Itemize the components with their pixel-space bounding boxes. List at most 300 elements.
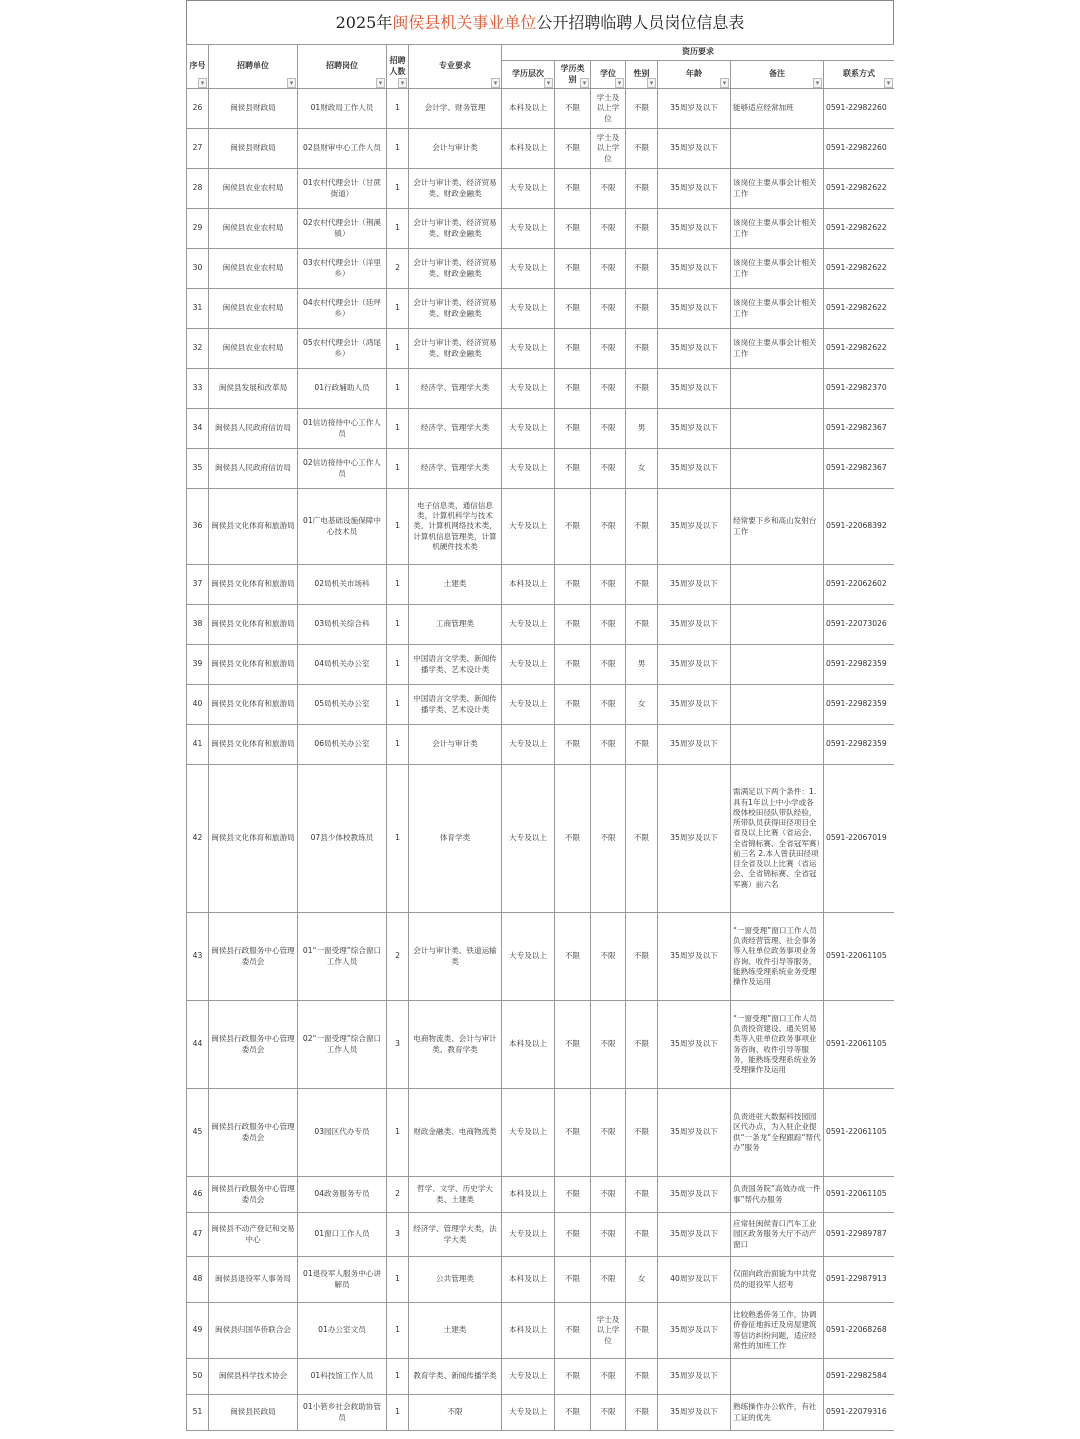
cell-seq: 40	[187, 685, 209, 725]
cell-contact: 0591-22982622	[824, 329, 895, 369]
cell-note: 能够适应经常加班	[731, 89, 824, 129]
cell-num: 1	[387, 685, 409, 725]
table-body	[187, 89, 895, 1431]
cell-num: 3	[387, 1213, 409, 1257]
cell-edu-type: 不限	[555, 725, 591, 765]
cell-edu-type: 不限	[555, 913, 591, 1001]
cell-edu-type: 不限	[555, 369, 591, 409]
cell-contact: 0591-22982359	[824, 685, 895, 725]
cell-note	[731, 1359, 824, 1395]
cell-age: 35周岁及以下	[658, 209, 731, 249]
cell-gender: 不限	[626, 1303, 658, 1359]
table-row	[187, 1177, 895, 1213]
cell-degree: 不限	[591, 1177, 626, 1213]
cell-contact: 0591-22061105	[824, 1001, 895, 1089]
cell-edu: 大专及以上	[502, 169, 555, 209]
header-gender[interactable]: 性别 ▾	[626, 61, 658, 89]
cell-post: 01财政局工作人员	[298, 89, 387, 129]
cell-edu-type: 不限	[555, 565, 591, 605]
header-post[interactable]: 招聘岗位 ▾	[298, 45, 387, 89]
table-row	[187, 1089, 895, 1177]
cell-age: 35周岁及以下	[658, 129, 731, 169]
table-row	[187, 645, 895, 685]
cell-num: 2	[387, 1177, 409, 1213]
cell-contact: 0591-22989787	[824, 1213, 895, 1257]
title-suffix: 公开招聘临聘人员岗位信息表	[536, 13, 745, 32]
cell-age: 35周岁及以下	[658, 489, 731, 565]
cell-unit: 闽侯县文化体育和旅游局	[209, 565, 298, 605]
page-title	[186, 0, 894, 44]
cell-degree: 不限	[591, 209, 626, 249]
cell-edu: 大专及以上	[502, 605, 555, 645]
cell-note	[731, 565, 824, 605]
cell-num: 1	[387, 725, 409, 765]
cell-seq: 35	[187, 449, 209, 489]
cell-contact: 0591-22061105	[824, 1177, 895, 1213]
cell-edu-type: 不限	[555, 1395, 591, 1431]
cell-contact: 0591-22982260	[824, 89, 895, 129]
cell-major: 电子信息类，通信信息类，计算机科学与技术类，计算机网络技术类，计算机信息管理类，计算机硬件技术类	[409, 489, 502, 565]
job-info-sheet	[186, 0, 894, 1439]
table-row	[187, 913, 895, 1001]
cell-note: 熟练操作办公软件，有社工证的优先	[731, 1395, 824, 1431]
cell-edu-type: 不限	[555, 89, 591, 129]
cell-degree: 不限	[591, 249, 626, 289]
cell-edu: 本科及以上	[502, 1257, 555, 1303]
cell-num: 2	[387, 913, 409, 1001]
cell-seq: 27	[187, 129, 209, 169]
cell-age: 35周岁及以下	[658, 685, 731, 725]
cell-edu: 大专及以上	[502, 645, 555, 685]
cell-degree: 学士及以上学位	[591, 1303, 626, 1359]
cell-seq: 28	[187, 169, 209, 209]
cell-note	[731, 369, 824, 409]
cell-post: 01信访接待中心工作人员	[298, 409, 387, 449]
cell-gender: 不限	[626, 605, 658, 645]
cell-gender: 不限	[626, 209, 658, 249]
cell-gender: 不限	[626, 249, 658, 289]
cell-major: 体育学类	[409, 765, 502, 913]
table-row	[187, 169, 895, 209]
cell-contact: 0591-22079316	[824, 1395, 895, 1431]
cell-age: 35周岁及以下	[658, 289, 731, 329]
cell-note: 比较熟悉侨务工作，协调侨眷征地拆迁及房屋建筑等信访纠纷问题，适应经常性的加班工作	[731, 1303, 824, 1359]
cell-note: “一窗受理”窗口工作人员负责经营管理、社会事务等入驻单位政务事项业务咨询、收件引导等服务，能熟练受理系统业务受理操作及运用	[731, 913, 824, 1001]
cell-major: 会计与审计类、经济贸易类、财政金融类	[409, 249, 502, 289]
cell-note	[731, 129, 824, 169]
cell-major: 土建类	[409, 565, 502, 605]
cell-seq: 46	[187, 1177, 209, 1213]
cell-note	[731, 605, 824, 645]
cell-post: 01科技馆工作人员	[298, 1359, 387, 1395]
cell-unit: 闽侯县农业农村局	[209, 289, 298, 329]
header-degree[interactable]: 学位 ▾	[591, 61, 626, 89]
cell-gender: 不限	[626, 1177, 658, 1213]
cell-post: 04局机关办公室	[298, 645, 387, 685]
cell-unit: 闽侯县财政局	[209, 89, 298, 129]
cell-num: 1	[387, 89, 409, 129]
cell-contact: 0591-22073026	[824, 605, 895, 645]
cell-edu-type: 不限	[555, 765, 591, 913]
cell-edu: 大专及以上	[502, 329, 555, 369]
cell-post: 01广电基础设施保障中心技术员	[298, 489, 387, 565]
cell-gender: 不限	[626, 913, 658, 1001]
cell-post: 04政务服务专员	[298, 1177, 387, 1213]
cell-unit: 闽侯县文化体育和旅游局	[209, 765, 298, 913]
cell-unit: 闽侯县行政服务中心管理委员会	[209, 913, 298, 1001]
cell-contact: 0591-22982622	[824, 169, 895, 209]
title-year: 2025年	[335, 13, 393, 32]
cell-degree: 不限	[591, 685, 626, 725]
cell-gender: 不限	[626, 565, 658, 605]
cell-edu-type: 不限	[555, 1257, 591, 1303]
cell-contact: 0591-22067019	[824, 765, 895, 913]
cell-unit: 闽侯县科学技术协会	[209, 1359, 298, 1395]
cell-gender: 男	[626, 409, 658, 449]
title-highlight: 闽侯县机关事业单位	[392, 13, 537, 32]
cell-unit: 闽侯县人民政府信访局	[209, 449, 298, 489]
cell-edu: 本科及以上	[502, 1001, 555, 1089]
cell-age: 35周岁及以下	[658, 1177, 731, 1213]
cell-edu: 大专及以上	[502, 1395, 555, 1431]
header-edu-type[interactable]: 学历类别 ▾	[555, 61, 591, 89]
cell-seq: 26	[187, 89, 209, 129]
cell-seq: 41	[187, 725, 209, 765]
cell-post: 02“一窗受理”综合窗口工作人员	[298, 1001, 387, 1089]
cell-edu: 大专及以上	[502, 725, 555, 765]
cell-major: 经济学、管理学大类，法学大类	[409, 1213, 502, 1257]
cell-edu: 大专及以上	[502, 913, 555, 1001]
cell-post: 05农村代理会计（鸿尾乡）	[298, 329, 387, 369]
cell-num: 1	[387, 369, 409, 409]
table-row	[187, 489, 895, 565]
cell-edu-type: 不限	[555, 449, 591, 489]
cell-degree: 不限	[591, 605, 626, 645]
table-row	[187, 1001, 895, 1089]
cell-post: 01退役军人服务中心讲解员	[298, 1257, 387, 1303]
cell-degree: 学士及以上学位	[591, 89, 626, 129]
cell-unit: 闽侯县文化体育和旅游局	[209, 605, 298, 645]
table-row	[187, 449, 895, 489]
cell-gender: 不限	[626, 1395, 658, 1431]
cell-contact: 0591-22987913	[824, 1257, 895, 1303]
header-edu[interactable]: 学历层次 ▾	[502, 61, 555, 89]
header-age[interactable]: 年龄 ▾	[658, 61, 731, 89]
cell-major: 土建类	[409, 1303, 502, 1359]
cell-post: 04农村代理会计（廷坪乡）	[298, 289, 387, 329]
cell-edu: 大专及以上	[502, 1213, 555, 1257]
cell-edu: 大专及以上	[502, 449, 555, 489]
cell-edu: 大专及以上	[502, 765, 555, 913]
cell-gender: 不限	[626, 169, 658, 209]
table-row	[187, 1257, 895, 1303]
cell-degree: 不限	[591, 1213, 626, 1257]
cell-post: 02县财审中心工作人员	[298, 129, 387, 169]
cell-seq: 30	[187, 249, 209, 289]
cell-edu-type: 不限	[555, 1177, 591, 1213]
cell-edu-type: 不限	[555, 169, 591, 209]
cell-contact: 0591-22982622	[824, 289, 895, 329]
cell-major: 财政金融类、电商物流类	[409, 1089, 502, 1177]
cell-post: 01行政辅助人员	[298, 369, 387, 409]
cell-unit: 闽侯县人民政府信访局	[209, 409, 298, 449]
cell-note: 负责进驻大数据科技园园区代办点，为入驻企业提供“一条龙”全程跟踪“帮代办”服务	[731, 1089, 824, 1177]
cell-contact: 0591-22982260	[824, 129, 895, 169]
cell-note: 需满足以下两个条件：1.具有1年以上中小学或各级体校田径队带队经验，所带队员获得田径项目全省及以上比赛（省运会、全省锦标赛、全省冠军赛）前三名 2.本人曾获田径项目全省及以上比赛（省运会、全省锦标赛、全省冠军赛）前六名	[731, 765, 824, 913]
table-row	[187, 725, 895, 765]
cell-seq: 37	[187, 565, 209, 605]
cell-degree: 不限	[591, 369, 626, 409]
cell-seq: 47	[187, 1213, 209, 1257]
cell-edu: 本科及以上	[502, 1303, 555, 1359]
cell-edu-type: 不限	[555, 605, 591, 645]
cell-age: 35周岁及以下	[658, 369, 731, 409]
cell-major: 会计与审计类	[409, 129, 502, 169]
cell-age: 35周岁及以下	[658, 605, 731, 645]
cell-degree: 不限	[591, 913, 626, 1001]
cell-edu: 大专及以上	[502, 1359, 555, 1395]
header-unit[interactable]: 招聘单位 ▾	[209, 45, 298, 89]
cell-gender: 不限	[626, 765, 658, 913]
cell-num: 1	[387, 1303, 409, 1359]
cell-seq: 34	[187, 409, 209, 449]
cell-age: 35周岁及以下	[658, 1213, 731, 1257]
cell-age: 35周岁及以下	[658, 89, 731, 129]
cell-unit: 闽侯县行政服务中心管理委员会	[209, 1001, 298, 1089]
table-row	[187, 1303, 895, 1359]
cell-note: “一窗受理”窗口工作人员负责投资建设、通关贸易类等入驻单位政务事项业务咨询、收件引导等服务，能熟练受理系统业务受理操作及运用	[731, 1001, 824, 1089]
cell-age: 35周岁及以下	[658, 725, 731, 765]
table-row	[187, 565, 895, 605]
cell-post: 02局机关市场科	[298, 565, 387, 605]
cell-edu-type: 不限	[555, 329, 591, 369]
cell-gender: 不限	[626, 369, 658, 409]
cell-major: 会计与审计类、经济贸易类、财政金融类	[409, 289, 502, 329]
table-row	[187, 369, 895, 409]
cell-edu: 大专及以上	[502, 209, 555, 249]
cell-edu-type: 不限	[555, 409, 591, 449]
cell-age: 35周岁及以下	[658, 329, 731, 369]
cell-major: 哲学、文学、历史学大类、土建类	[409, 1177, 502, 1213]
cell-post: 06局机关办公室	[298, 725, 387, 765]
cell-edu-type: 不限	[555, 1001, 591, 1089]
cell-seq: 49	[187, 1303, 209, 1359]
header-note[interactable]: 备注 ▾	[731, 61, 824, 89]
cell-major: 经济学、管理学大类	[409, 449, 502, 489]
cell-degree: 学士及以上学位	[591, 129, 626, 169]
cell-age: 35周岁及以下	[658, 1303, 731, 1359]
cell-num: 1	[387, 289, 409, 329]
cell-note: 仅面向政治面貌为中共党员的退役军人招考	[731, 1257, 824, 1303]
cell-gender: 不限	[626, 329, 658, 369]
cell-post: 03园区代办专员	[298, 1089, 387, 1177]
cell-gender: 女	[626, 1257, 658, 1303]
cell-age: 35周岁及以下	[658, 249, 731, 289]
cell-edu: 本科及以上	[502, 1177, 555, 1213]
cell-edu: 大专及以上	[502, 289, 555, 329]
cell-edu-type: 不限	[555, 289, 591, 329]
cell-degree: 不限	[591, 1257, 626, 1303]
cell-note: 该岗位主要从事会计相关工作	[731, 209, 824, 249]
cell-seq: 29	[187, 209, 209, 249]
cell-seq: 42	[187, 765, 209, 913]
cell-degree: 不限	[591, 1089, 626, 1177]
cell-note: 负责国务院“高效办成一件事”帮代办服务	[731, 1177, 824, 1213]
cell-unit: 闽侯县文化体育和旅游局	[209, 489, 298, 565]
cell-edu-type: 不限	[555, 1303, 591, 1359]
cell-num: 1	[387, 409, 409, 449]
cell-edu: 本科及以上	[502, 89, 555, 129]
cell-unit: 闽侯县农业农村局	[209, 209, 298, 249]
cell-seq: 31	[187, 289, 209, 329]
cell-unit: 闽侯县行政服务中心管理委员会	[209, 1089, 298, 1177]
cell-post: 01农村代理会计（甘蔗街道）	[298, 169, 387, 209]
cell-contact: 0591-22982359	[824, 645, 895, 685]
cell-num: 3	[387, 1001, 409, 1089]
cell-edu-type: 不限	[555, 249, 591, 289]
header-num[interactable]: 招聘人数 ▾	[387, 45, 409, 89]
cell-gender: 不限	[626, 1001, 658, 1089]
cell-degree: 不限	[591, 289, 626, 329]
cell-major: 电商物流类、会计与审计类、教育学类	[409, 1001, 502, 1089]
cell-age: 35周岁及以下	[658, 565, 731, 605]
cell-age: 35周岁及以下	[658, 169, 731, 209]
cell-note	[731, 685, 824, 725]
cell-contact: 0591-22982622	[824, 209, 895, 249]
cell-edu: 大专及以上	[502, 489, 555, 565]
cell-num: 1	[387, 605, 409, 645]
cell-num: 2	[387, 249, 409, 289]
cell-edu: 大专及以上	[502, 1089, 555, 1177]
cell-edu: 本科及以上	[502, 565, 555, 605]
cell-edu-type: 不限	[555, 129, 591, 169]
cell-degree: 不限	[591, 1359, 626, 1395]
cell-degree: 不限	[591, 565, 626, 605]
cell-contact: 0591-22982367	[824, 409, 895, 449]
cell-age: 35周岁及以下	[658, 1001, 731, 1089]
header-qual-group: 资历要求	[502, 45, 895, 61]
cell-post: 03局机关综合科	[298, 605, 387, 645]
cell-edu-type: 不限	[555, 1213, 591, 1257]
cell-edu: 大专及以上	[502, 685, 555, 725]
cell-major: 不限	[409, 1395, 502, 1431]
cell-post: 01小箬乡社会救助协管员	[298, 1395, 387, 1431]
cell-post: 01“一窗受理”综合窗口工作人员	[298, 913, 387, 1001]
cell-gender: 不限	[626, 289, 658, 329]
cell-degree: 不限	[591, 169, 626, 209]
cell-post: 03农村代理会计（洋里乡）	[298, 249, 387, 289]
table-row	[187, 685, 895, 725]
cell-seq: 43	[187, 913, 209, 1001]
cell-major: 教育学类、新闻传播学类	[409, 1359, 502, 1395]
cell-degree: 不限	[591, 765, 626, 913]
cell-edu-type: 不限	[555, 1089, 591, 1177]
cell-degree: 不限	[591, 489, 626, 565]
cell-unit: 闽侯县归国华侨联合会	[209, 1303, 298, 1359]
table-row	[187, 89, 895, 129]
cell-num: 1	[387, 169, 409, 209]
cell-gender: 不限	[626, 1359, 658, 1395]
cell-seq: 38	[187, 605, 209, 645]
cell-contact: 0591-22982359	[824, 725, 895, 765]
header-major[interactable]: 专业要求 ▾	[409, 45, 502, 89]
cell-num: 1	[387, 1089, 409, 1177]
cell-note: 该岗位主要从事会计相关工作	[731, 249, 824, 289]
cell-unit: 闽侯县发展和改革局	[209, 369, 298, 409]
cell-post: 02农村代理会计（荆溪镇）	[298, 209, 387, 249]
cell-degree: 不限	[591, 449, 626, 489]
cell-major: 工商管理类	[409, 605, 502, 645]
cell-note: 该岗位主要从事会计相关工作	[731, 289, 824, 329]
cell-degree: 不限	[591, 409, 626, 449]
cell-major: 公共管理类	[409, 1257, 502, 1303]
cell-num: 1	[387, 1359, 409, 1395]
cell-num: 1	[387, 209, 409, 249]
cell-num: 1	[387, 329, 409, 369]
cell-major: 会计与审计类、经济贸易类、财政金融类	[409, 209, 502, 249]
table-row	[187, 209, 895, 249]
cell-post: 05局机关办公室	[298, 685, 387, 725]
cell-unit: 闽侯县民政局	[209, 1395, 298, 1431]
table-row	[187, 1395, 895, 1431]
cell-seq: 44	[187, 1001, 209, 1089]
cell-degree: 不限	[591, 725, 626, 765]
cell-gender: 不限	[626, 489, 658, 565]
cell-gender: 不限	[626, 1213, 658, 1257]
cell-num: 1	[387, 1395, 409, 1431]
cell-seq: 51	[187, 1395, 209, 1431]
cell-seq: 33	[187, 369, 209, 409]
cell-seq: 32	[187, 329, 209, 369]
cell-num: 1	[387, 449, 409, 489]
cell-contact: 0591-22061105	[824, 1089, 895, 1177]
cell-degree: 不限	[591, 1395, 626, 1431]
cell-gender: 不限	[626, 1089, 658, 1177]
cell-note	[731, 645, 824, 685]
cell-degree: 不限	[591, 645, 626, 685]
cell-unit: 闽侯县农业农村局	[209, 169, 298, 209]
table-header	[187, 45, 895, 89]
header-contact[interactable]: 联系方式 ▾	[824, 61, 895, 89]
table-row	[187, 409, 895, 449]
cell-age: 40周岁及以下	[658, 1257, 731, 1303]
cell-unit: 闽侯县文化体育和旅游局	[209, 685, 298, 725]
cell-seq: 36	[187, 489, 209, 565]
cell-contact: 0591-22061105	[824, 913, 895, 1001]
cell-unit: 闽侯县财政局	[209, 129, 298, 169]
cell-major: 经济学、管理学大类	[409, 409, 502, 449]
cell-edu-type: 不限	[555, 645, 591, 685]
cell-num: 1	[387, 489, 409, 565]
cell-num: 1	[387, 565, 409, 605]
header-seq[interactable]: 序号 ▾	[187, 45, 209, 89]
cell-note: 该岗位主要从事会计相关工作	[731, 329, 824, 369]
cell-major: 中国语言文学类、新闻传播学类、艺术设计类	[409, 685, 502, 725]
cell-seq: 45	[187, 1089, 209, 1177]
cell-age: 35周岁及以下	[658, 765, 731, 913]
cell-age: 35周岁及以下	[658, 1395, 731, 1431]
cell-age: 35周岁及以下	[658, 1089, 731, 1177]
job-table	[186, 44, 894, 1431]
table-row	[187, 1359, 895, 1395]
cell-num: 1	[387, 645, 409, 685]
cell-note: 经常要下乡和高山发射台工作	[731, 489, 824, 565]
table-row	[187, 129, 895, 169]
table-row	[187, 1213, 895, 1257]
cell-major: 会计与审计类	[409, 725, 502, 765]
cell-unit: 闽侯县退役军人事务局	[209, 1257, 298, 1303]
cell-major: 会计与审计类、铁道运输类	[409, 913, 502, 1001]
